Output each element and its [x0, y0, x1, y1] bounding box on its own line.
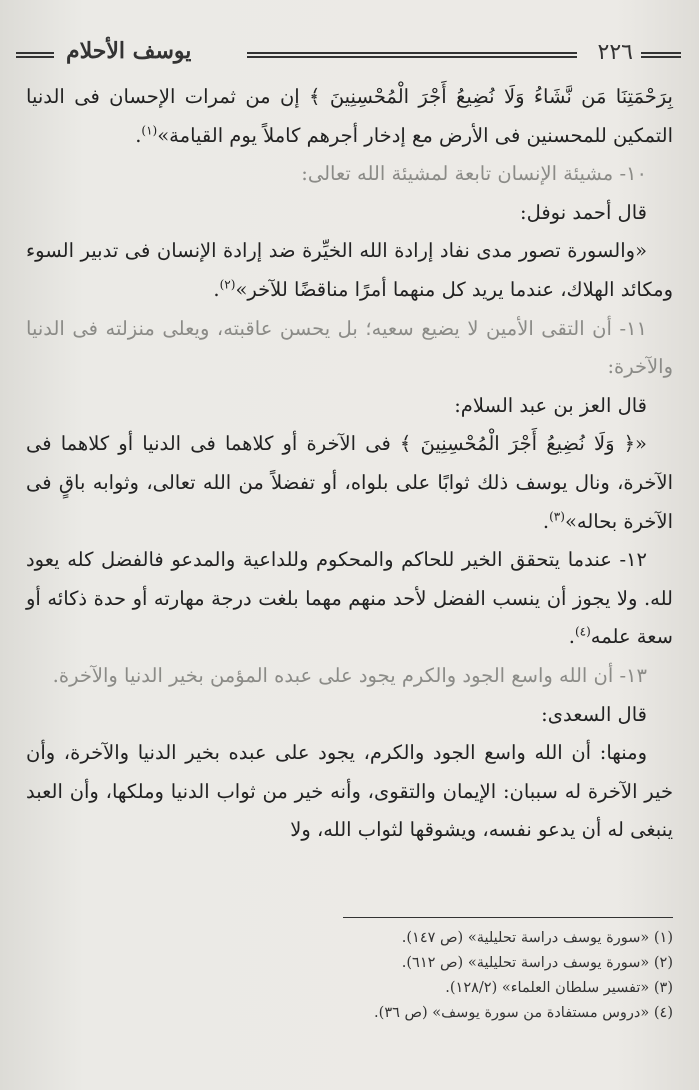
section-heading: ١٣- أن الله واسع الجود والكرم يجود على عبده المؤمن بخير الدنيا والآخرة.	[52, 663, 647, 687]
footnote-ref: (٣)	[549, 509, 565, 524]
paragraph: بِرَحْمَتِنَا مَن نَّشَاءُ وَلَا نُضِيعُ أَجْرَ الْمُحْسِنِينَ ﴾ إن من ثمرات الإحسان فى الدنيا التمكين للمحسنين فى الأرض مع إدخار أجرهم كاملاً يوم القيامة»$^{(١)}$.	[26, 85, 673, 147]
header-rule	[641, 52, 681, 58]
quote-attribution: قال أحمد نوفل:	[520, 200, 647, 224]
header-rule	[247, 52, 577, 58]
footnotes	[26, 926, 673, 1026]
paragraph: ومنها: أن الله واسع الجود والكرم، يجود على عبده بخير الدنيا والآخرة، وأن خير الآخرة له سببان: الإيمان والتقوى، وأنه خير من ثواب الدنيا وملكها، وأن العبد ينبغى له أن يدعو نفسه، ويشوقها لثواب الله، ولا	[26, 741, 673, 842]
footnote-ref: (٢)	[219, 277, 236, 292]
page-number: ٢٢٦	[597, 40, 633, 65]
section-heading: ١٠- مشيئة الإنسان تابعة لمشيئة الله تعالى:	[301, 162, 647, 186]
quote-attribution: قال العز بن عبد السلام:	[454, 393, 647, 417]
paragraph: «﴿ وَلَا نُضِيعُ أَجْرَ الْمُحْسِنِينَ ﴾ فى الآخرة أو كلاهما فى الدنيا أو كلاهما فى الآخرة، ونال يوسف ذلك ثوابًا على بلواه، أو تفضلاً من الله تعالى، وثوابه باقٍ فى الآخرة بحاله»$^{(٣)}$.	[26, 432, 673, 533]
footnote-divider	[343, 917, 673, 918]
footnote-item: (٢) «سورة يوسف دراسة تحليلية» (ص ٦١٢).	[401, 955, 673, 971]
footnote-item: (٣) «تفسير سلطان العلماء» (١٢٨/٢).	[445, 980, 673, 996]
footnote-item: (١) «سورة يوسف دراسة تحليلية» (ص ١٤٧).	[401, 930, 673, 946]
footnote-ref: (٤)	[574, 624, 591, 639]
paragraph: «والسورة تصور مدى نفاد إرادة الله الخيِّرة ضد إرادة الإنسان فى تدبير السوء ومكائد الهلاك، عندما يريد كل منهما أمرًا مناقضًا للآخر»$^{(٢)}$.	[26, 239, 673, 301]
running-title: يوسف الأحلام	[66, 38, 192, 64]
footnote-item: (٤) «دروس مستفادة من سورة يوسف» (ص ٣٦).	[374, 1005, 673, 1021]
paragraph: ١٢- عندما يتحقق الخير للحاكم والمحكوم وللداعية والمدعو فالفضل كله يعود لله. ولا يجوز أن ينسب الفضل لأحد منهم مهما بلغت درجة مهارته أو حدة ذكائه أو سعة علمه$^{(٤)}$.	[26, 548, 673, 649]
quote-attribution: قال السعدى:	[541, 702, 647, 726]
page-body	[26, 78, 673, 850]
page-header	[16, 38, 681, 68]
footnote-ref: (١)	[141, 123, 158, 138]
header-rule	[16, 52, 54, 58]
section-heading: ١١- أن التقى الأمين لا يضيع سعيه؛ بل يحسن عاقبته، ويعلى منزلته فى الدنيا والآخرة:	[26, 316, 673, 379]
